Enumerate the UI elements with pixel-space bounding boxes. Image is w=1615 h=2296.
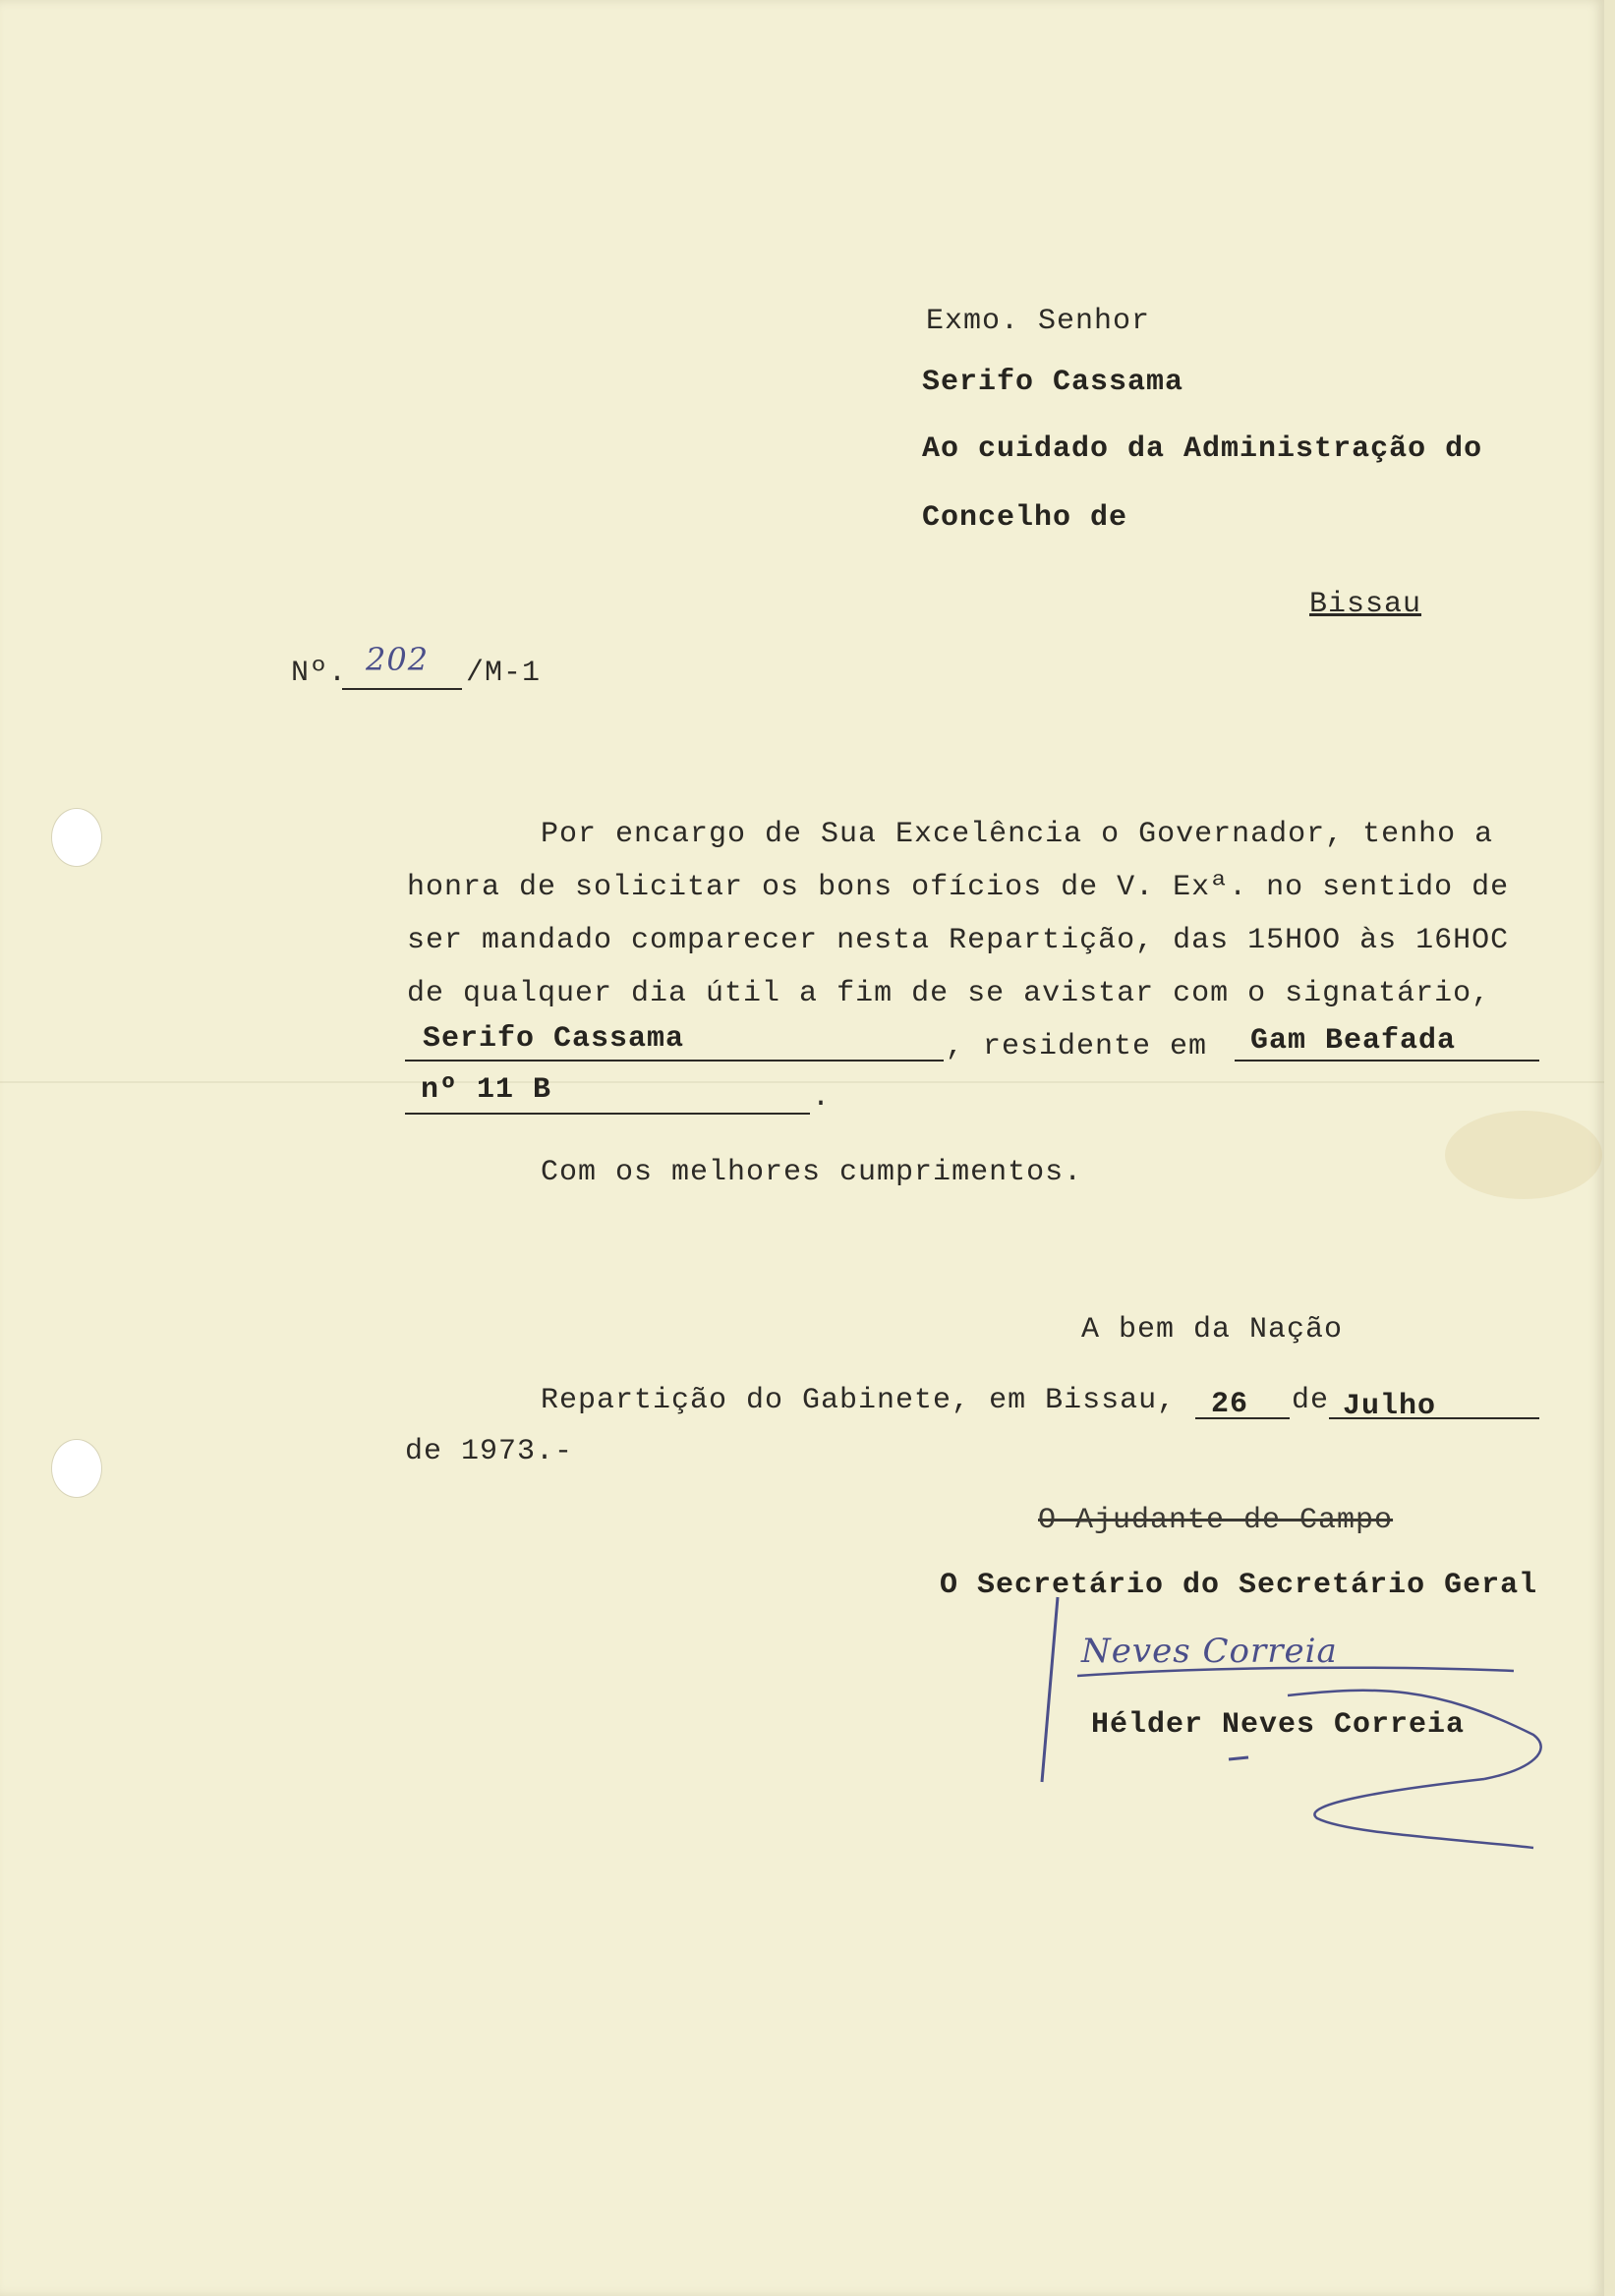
house-number: nº 11 B [421, 1073, 552, 1107]
closing: Com os melhores cumprimentos. [541, 1156, 1083, 1189]
house-number-underline [405, 1113, 810, 1115]
residence-text: , residente em [946, 1030, 1208, 1063]
recipient-name: Serifo Cassama [922, 366, 1184, 399]
date-de: de [1292, 1384, 1330, 1417]
reference-prefix: Nº. [291, 657, 348, 690]
handwritten-signature: Neves Correia [1081, 1632, 1338, 1671]
punch-hole-top [51, 808, 102, 867]
paper-stain [1445, 1111, 1602, 1199]
care-of-line2: Concelho de [922, 501, 1128, 535]
body-line-4: de qualquer dia útil a fim de se avistar com o signatário, [407, 977, 1491, 1010]
paper-edge [1604, 0, 1615, 2296]
person-name: Serifo Cassama [423, 1022, 685, 1056]
residence: Gam Beafada [1250, 1024, 1457, 1058]
signature-flourish-icon [1022, 1587, 1553, 1872]
date-day-underline [1195, 1417, 1290, 1419]
reference-underline [342, 688, 462, 690]
date-day: 26 [1211, 1388, 1249, 1421]
paper-fold [0, 1081, 1604, 1083]
body-line-3: ser mandado comparecer nesta Repartição, das 15HOO às 16HOC [407, 924, 1510, 957]
house-number-period: . [812, 1081, 832, 1115]
date-year: de 1973.- [405, 1435, 574, 1468]
body-line-1: Por encargo de Sua Excelência o Governador, tenho a [541, 818, 1494, 851]
salutation: Exmo. Senhor [926, 305, 1151, 338]
date-month: Julho [1343, 1390, 1437, 1423]
residence-underline [1235, 1060, 1539, 1062]
reference-suffix: /M-1 [466, 657, 542, 690]
punch-hole-bottom [51, 1439, 102, 1498]
reference-number: 202 [366, 641, 430, 678]
place-date-prefix: Repartição do Gabinete, em Bissau, [541, 1384, 1177, 1417]
care-of-line1: Ao cuidado da Administração do [922, 432, 1483, 466]
struck-title: O Ajudante de Campo [1038, 1504, 1394, 1537]
signatory-title: O Secretário do Secretário Geral [940, 1569, 1538, 1602]
body-line-2: honra de solicitar os bons ofícios de V. Exª. no sentido de [407, 871, 1510, 904]
person-name-underline [405, 1060, 944, 1062]
date-month-underline [1329, 1417, 1539, 1419]
recipient-place: Bissau [1309, 588, 1422, 621]
motto: A bem da Nação [1081, 1313, 1344, 1347]
signatory-name: Hélder Neves Correia [1091, 1708, 1466, 1742]
